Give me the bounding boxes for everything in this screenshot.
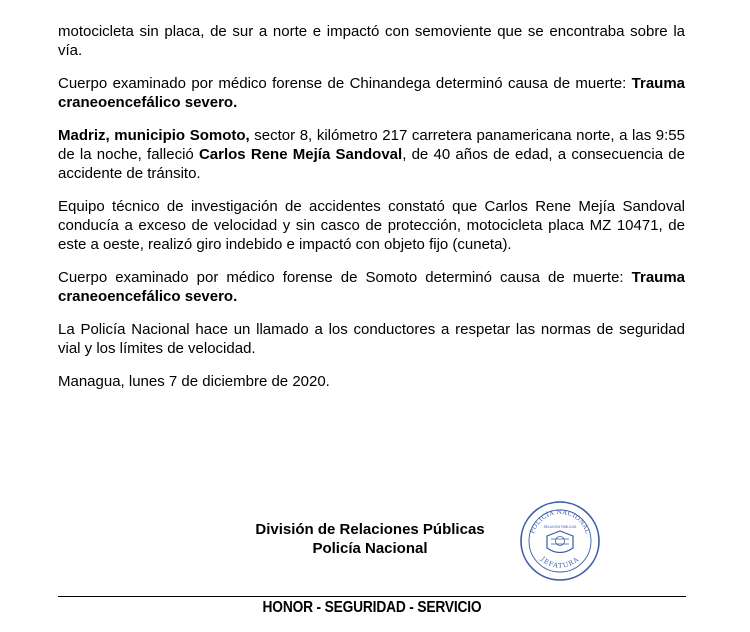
text-run: sector 8, kilómetro 217 carretera panamericana norte, a las 9:55 de la noche, falleció (58, 127, 685, 163)
paragraph (58, 320, 685, 358)
signature-division: División de Relaciones Públicas (255, 521, 485, 538)
paragraph (58, 197, 685, 254)
seal-emblem-icon (547, 531, 573, 553)
document-body (58, 22, 685, 405)
footer-divider (58, 596, 686, 597)
bold-text: Madriz, municipio Somoto, (58, 127, 250, 144)
bold-text: Carlos Rene Mejía Sandoval (198, 146, 403, 163)
svg-text:JEFATURA (538, 554, 580, 569)
text-run: Cuerpo examinado por médico forense de Chinandega determinó causa de muerte: (58, 75, 632, 92)
seal-bottom-text: JEFATURA (539, 555, 581, 570)
police-seal-stamp (519, 500, 601, 582)
text-run: Cuerpo examinado por médico forense de Somoto determinó causa de muerte: (58, 269, 632, 286)
text-run: , de 40 años de edad, a consecuencia de accidente de tránsito. (58, 146, 685, 182)
paragraph (58, 268, 685, 306)
seal-inner-text: RELACIÓN PÚBLICAS (543, 525, 577, 529)
seal-top-text: POLICÍA NACIONAL (529, 508, 591, 535)
signature-institution: Policía Nacional (312, 540, 428, 557)
text-run: Managua, lunes 7 de diciembre de 2020. (58, 373, 330, 390)
text-run: Equipo técnico de investigación de accidentes constató que Carlos Rene Mejía Sandoval conducía a exceso de velocidad y sin casco de protección, motocicleta placa MZ 10471, de este a oeste, realizó giro indebido e impactó con objeto fijo (cuneta). (58, 198, 685, 253)
text-run: motocicleta sin placa, de sur a norte e impactó con semoviente que se encontraba sobre la vía. (58, 23, 685, 59)
bold-text: Trauma craneoencefálico severo. (58, 75, 685, 111)
bold-text: Trauma craneoencefálico severo. (58, 269, 685, 305)
paragraph (58, 22, 685, 60)
paragraph (58, 372, 685, 391)
paragraph (58, 74, 685, 112)
paragraph (58, 126, 685, 183)
text-run: La Policía Nacional hace un llamado a los conductores a respetar las normas de seguridad vial y los límites de velocidad. (58, 321, 685, 357)
signature-block (234, 520, 506, 558)
footer-motto: HONOR - SEGURIDAD - SERVICIO (262, 599, 482, 616)
